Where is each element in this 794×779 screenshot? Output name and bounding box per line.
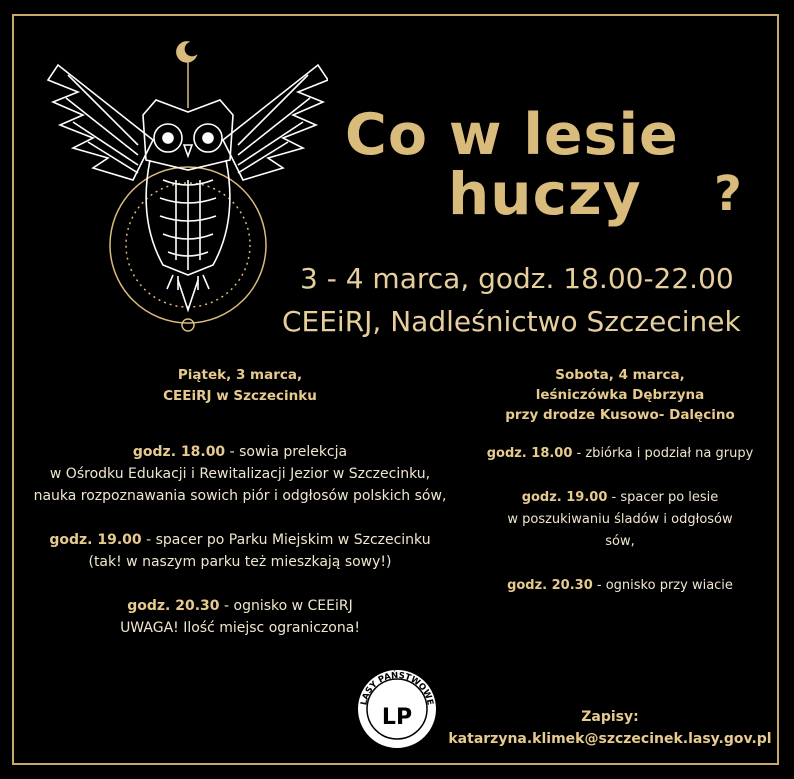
crescent-moon-icon [177,42,196,62]
svg-text:LP: LP [381,705,413,730]
lasy-panstwowe-logo [354,666,440,752]
friday-event-1-line2: w Ośrodku Edukacji i Rewitalizacji Jezior w Szczecinku, [49,466,431,482]
friday-header-2: CEEiRJ w Szczecinku [163,388,317,404]
saturday-header-2: leśniczówka Dębrzyna [535,387,705,403]
saturday-event-2-text: - spacer po lesie [607,490,719,505]
saturday-event-3-time: godz. 20.30 [507,578,593,593]
friday-event-1-text: - sowia prelekcja [225,444,348,460]
saturday-event-2-line3: sów, [605,534,635,549]
signup-block [440,706,780,750]
signup-label: Zapisy: [581,709,639,725]
friday-header-1: Piątek, 3 marca, [177,367,303,383]
friday-event-1-time: godz. 18.00 [132,444,226,460]
event-location: CEEiRJ, Nadleśnictwo Szczecinek [282,305,741,338]
saturday-event-3-text: - ognisko przy wiacie [592,578,733,593]
saturday-event-1-time: godz. 18.00 [486,446,573,461]
friday-event-2 [20,529,460,551]
friday-event-2-line2: (tak! w naszym parku też mieszkają sowy!) [88,554,392,570]
friday-event-2-time: godz. 19.00 [49,532,142,548]
friday-event-1 [20,441,460,463]
saturday-event-1-text: - zbiórka i podział na grupy [572,446,754,461]
title-line-2: huczy [448,160,642,228]
saturday-schedule [460,365,780,597]
friday-event-3 [20,595,460,617]
saturday-event-2-line2: w poszukiwaniu śladów i odgłosów [507,512,733,527]
title-line-1: Co w lesie [345,102,679,168]
svg-text:LASY PAŃSTWOWE: LASY PAŃSTWOWE [359,670,435,707]
signup-email[interactable]: katarzyna.klimek@szczecinek.lasy.gov.pl [448,731,772,747]
friday-event-1-line3: nauka rozpoznawania sowich piór i odgłosów polskich sów, [33,488,447,504]
friday-event-2-text: - spacer po Parku Miejskim w Szczecinku [141,532,431,548]
title-question-mark: ? [714,166,743,222]
saturday-header-3: przy drodze Kusowo- Dalęcino [505,407,735,423]
saturday-event-1 [460,443,780,465]
friday-event-3-time: godz. 20.30 [127,598,220,614]
saturday-header-1: Sobota, 4 marca, [555,367,685,383]
saturday-event-3 [460,575,780,597]
saturday-event-2 [460,487,780,509]
friday-schedule [20,365,460,639]
friday-event-3-text: - ognisko w CEEiRJ [219,598,353,614]
owl-illustration [38,30,328,335]
saturday-event-2-time: godz. 19.00 [521,490,608,505]
event-dates: 3 - 4 marca, godz. 18.00-22.00 [300,262,734,295]
friday-event-3-line2: UWAGA! Ilość miejsc ograniczona! [120,620,360,636]
